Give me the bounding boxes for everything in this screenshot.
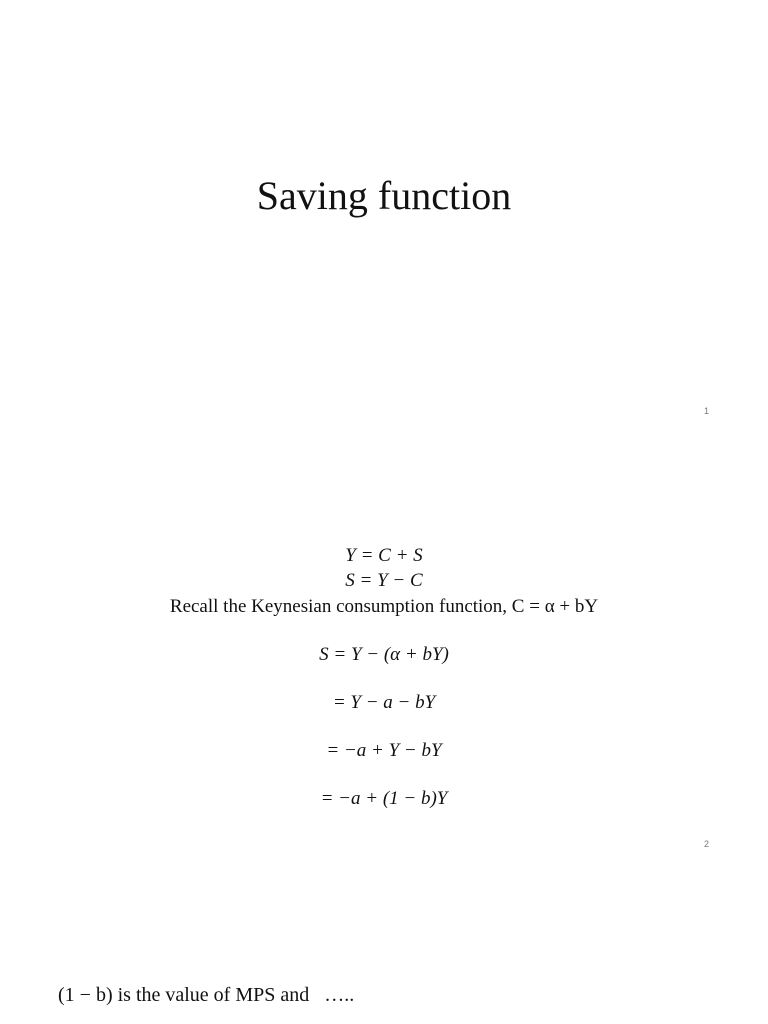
equation-substitution: S = Y − (α + bY) (319, 644, 449, 665)
mps-statement: (1 − b) is the value of MPS and ….. (58, 984, 355, 1006)
equation-saving-definition: S = Y − C (345, 570, 423, 591)
equation-step-1: = Y − a − bY (332, 692, 436, 713)
slide-title: Saving function (256, 173, 512, 218)
equation-step-3: = −a + (1 − b)Y (320, 788, 448, 809)
page-number: 1 (703, 406, 709, 416)
equation-step-2: = −a + Y − bY (326, 740, 442, 761)
slide-2 (0, 432, 768, 864)
page-number: 2 (703, 839, 709, 849)
recall-consumption-function: Recall the Keynesian consumption function, C = α + bY (169, 596, 599, 617)
slide-1 (0, 0, 768, 432)
equation-identity: Y = C + S (345, 545, 423, 566)
slide-3 (0, 864, 768, 1024)
